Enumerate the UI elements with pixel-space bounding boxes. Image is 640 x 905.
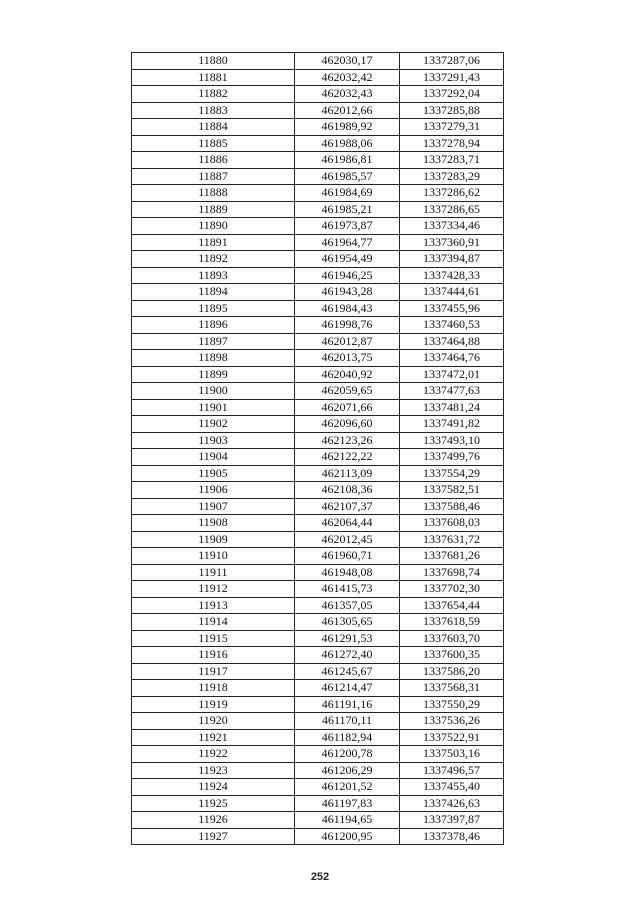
table-row xyxy=(132,779,504,796)
x-coordinate-cell: 461272,40 xyxy=(295,647,400,664)
y-coordinate-cell: 1337360,91 xyxy=(400,234,504,251)
y-coordinate-cell: 1337493,10 xyxy=(400,432,504,449)
table-row xyxy=(132,482,504,499)
x-coordinate-cell: 461960,71 xyxy=(295,548,400,565)
point-number-cell: 11903 xyxy=(132,432,295,449)
x-coordinate-cell: 461973,87 xyxy=(295,218,400,235)
table-row xyxy=(132,102,504,119)
point-number-cell: 11924 xyxy=(132,779,295,796)
x-coordinate-cell: 461964,77 xyxy=(295,234,400,251)
point-number-cell: 11908 xyxy=(132,515,295,532)
table-row xyxy=(132,366,504,383)
table-row xyxy=(132,69,504,86)
x-coordinate-cell: 461291,53 xyxy=(295,630,400,647)
table-row xyxy=(132,614,504,631)
point-number-cell: 11912 xyxy=(132,581,295,598)
y-coordinate-cell: 1337503,16 xyxy=(400,746,504,763)
y-coordinate-cell: 1337428,33 xyxy=(400,267,504,284)
y-coordinate-cell: 1337568,31 xyxy=(400,680,504,697)
y-coordinate-cell: 1337283,71 xyxy=(400,152,504,169)
point-number-cell: 11895 xyxy=(132,300,295,317)
table-row xyxy=(132,53,504,70)
x-coordinate-cell: 461197,83 xyxy=(295,795,400,812)
table-row xyxy=(132,333,504,350)
point-number-cell: 11910 xyxy=(132,548,295,565)
x-coordinate-cell: 461201,52 xyxy=(295,779,400,796)
table-row xyxy=(132,86,504,103)
table-row xyxy=(132,746,504,763)
table-row xyxy=(132,416,504,433)
point-number-cell: 11891 xyxy=(132,234,295,251)
y-coordinate-cell: 1337588,46 xyxy=(400,498,504,515)
y-coordinate-cell: 1337477,63 xyxy=(400,383,504,400)
table-row xyxy=(132,465,504,482)
x-coordinate-cell: 462122,22 xyxy=(295,449,400,466)
x-coordinate-cell: 461985,57 xyxy=(295,168,400,185)
x-coordinate-cell: 461170,11 xyxy=(295,713,400,730)
table-row xyxy=(132,449,504,466)
table-row xyxy=(132,267,504,284)
x-coordinate-cell: 461357,05 xyxy=(295,597,400,614)
y-coordinate-cell: 1337286,65 xyxy=(400,201,504,218)
x-coordinate-cell: 461988,06 xyxy=(295,135,400,152)
table-row xyxy=(132,564,504,581)
y-coordinate-cell: 1337698,74 xyxy=(400,564,504,581)
table-row xyxy=(132,218,504,235)
point-number-cell: 11915 xyxy=(132,630,295,647)
y-coordinate-cell: 1337600,35 xyxy=(400,647,504,664)
y-coordinate-cell: 1337491,82 xyxy=(400,416,504,433)
table-row xyxy=(132,234,504,251)
x-coordinate-cell: 462064,44 xyxy=(295,515,400,532)
point-number-cell: 11887 xyxy=(132,168,295,185)
x-coordinate-cell: 462108,36 xyxy=(295,482,400,499)
point-number-cell: 11901 xyxy=(132,399,295,416)
x-coordinate-cell: 461998,76 xyxy=(295,317,400,334)
table-row xyxy=(132,696,504,713)
point-number-cell: 11925 xyxy=(132,795,295,812)
table-row xyxy=(132,680,504,697)
y-coordinate-cell: 1337631,72 xyxy=(400,531,504,548)
x-coordinate-cell: 462032,42 xyxy=(295,69,400,86)
y-coordinate-cell: 1337287,06 xyxy=(400,53,504,70)
table-row xyxy=(132,168,504,185)
y-coordinate-cell: 1337702,30 xyxy=(400,581,504,598)
y-coordinate-cell: 1337378,46 xyxy=(400,828,504,845)
table-row xyxy=(132,284,504,301)
x-coordinate-cell: 462123,26 xyxy=(295,432,400,449)
y-coordinate-cell: 1337394,87 xyxy=(400,251,504,268)
table-row xyxy=(132,515,504,532)
table-row xyxy=(132,663,504,680)
point-number-cell: 11911 xyxy=(132,564,295,581)
table-row xyxy=(132,350,504,367)
point-number-cell: 11881 xyxy=(132,69,295,86)
x-coordinate-cell: 461191,16 xyxy=(295,696,400,713)
table-row xyxy=(132,762,504,779)
x-coordinate-cell: 461200,95 xyxy=(295,828,400,845)
x-coordinate-cell: 462040,92 xyxy=(295,366,400,383)
x-coordinate-cell: 462013,75 xyxy=(295,350,400,367)
x-coordinate-cell: 461954,49 xyxy=(295,251,400,268)
y-coordinate-cell: 1337279,31 xyxy=(400,119,504,136)
point-number-cell: 11885 xyxy=(132,135,295,152)
y-coordinate-cell: 1337464,76 xyxy=(400,350,504,367)
x-coordinate-cell: 462012,87 xyxy=(295,333,400,350)
x-coordinate-cell: 462032,43 xyxy=(295,86,400,103)
point-number-cell: 11886 xyxy=(132,152,295,169)
point-number-cell: 11889 xyxy=(132,201,295,218)
y-coordinate-cell: 1337292,04 xyxy=(400,86,504,103)
point-number-cell: 11906 xyxy=(132,482,295,499)
table-row xyxy=(132,432,504,449)
table-row xyxy=(132,251,504,268)
point-number-cell: 11896 xyxy=(132,317,295,334)
point-number-cell: 11902 xyxy=(132,416,295,433)
table-row xyxy=(132,399,504,416)
table-row xyxy=(132,630,504,647)
y-coordinate-cell: 1337426,63 xyxy=(400,795,504,812)
y-coordinate-cell: 1337464,88 xyxy=(400,333,504,350)
y-coordinate-cell: 1337586,20 xyxy=(400,663,504,680)
x-coordinate-cell: 461984,43 xyxy=(295,300,400,317)
y-coordinate-cell: 1337285,88 xyxy=(400,102,504,119)
point-number-cell: 11920 xyxy=(132,713,295,730)
x-coordinate-cell: 461989,92 xyxy=(295,119,400,136)
point-number-cell: 11880 xyxy=(132,53,295,70)
y-coordinate-cell: 1337608,03 xyxy=(400,515,504,532)
x-coordinate-cell: 461214,47 xyxy=(295,680,400,697)
table-row xyxy=(132,597,504,614)
y-coordinate-cell: 1337334,46 xyxy=(400,218,504,235)
point-number-cell: 11917 xyxy=(132,663,295,680)
coordinates-table-body xyxy=(132,53,504,845)
y-coordinate-cell: 1337603,70 xyxy=(400,630,504,647)
y-coordinate-cell: 1337536,26 xyxy=(400,713,504,730)
table-row xyxy=(132,795,504,812)
x-coordinate-cell: 461305,65 xyxy=(295,614,400,631)
point-number-cell: 11926 xyxy=(132,812,295,829)
point-number-cell: 11882 xyxy=(132,86,295,103)
y-coordinate-cell: 1337496,57 xyxy=(400,762,504,779)
y-coordinate-cell: 1337286,62 xyxy=(400,185,504,202)
y-coordinate-cell: 1337455,40 xyxy=(400,779,504,796)
page-number: 252 xyxy=(310,871,330,883)
table-row xyxy=(132,152,504,169)
y-coordinate-cell: 1337444,61 xyxy=(400,284,504,301)
x-coordinate-cell: 462030,17 xyxy=(295,53,400,70)
table-row xyxy=(132,383,504,400)
y-coordinate-cell: 1337681,26 xyxy=(400,548,504,565)
table-row xyxy=(132,812,504,829)
point-number-cell: 11927 xyxy=(132,828,295,845)
point-number-cell: 11894 xyxy=(132,284,295,301)
y-coordinate-cell: 1337291,43 xyxy=(400,69,504,86)
point-number-cell: 11883 xyxy=(132,102,295,119)
point-number-cell: 11919 xyxy=(132,696,295,713)
table-row xyxy=(132,185,504,202)
y-coordinate-cell: 1337499,76 xyxy=(400,449,504,466)
y-coordinate-cell: 1337522,91 xyxy=(400,729,504,746)
point-number-cell: 11899 xyxy=(132,366,295,383)
table-row xyxy=(132,581,504,598)
table-row xyxy=(132,729,504,746)
point-number-cell: 11921 xyxy=(132,729,295,746)
x-coordinate-cell: 462012,66 xyxy=(295,102,400,119)
point-number-cell: 11893 xyxy=(132,267,295,284)
point-number-cell: 11900 xyxy=(132,383,295,400)
point-number-cell: 11916 xyxy=(132,647,295,664)
x-coordinate-cell: 462113,09 xyxy=(295,465,400,482)
table-row xyxy=(132,317,504,334)
point-number-cell: 11897 xyxy=(132,333,295,350)
y-coordinate-cell: 1337397,87 xyxy=(400,812,504,829)
x-coordinate-cell: 462059,65 xyxy=(295,383,400,400)
x-coordinate-cell: 462071,66 xyxy=(295,399,400,416)
table-row xyxy=(132,300,504,317)
x-coordinate-cell: 461245,67 xyxy=(295,663,400,680)
y-coordinate-cell: 1337550,29 xyxy=(400,696,504,713)
point-number-cell: 11892 xyxy=(132,251,295,268)
coordinates-table xyxy=(131,52,504,845)
table-row xyxy=(132,828,504,845)
table-row xyxy=(132,548,504,565)
point-number-cell: 11923 xyxy=(132,762,295,779)
y-coordinate-cell: 1337554,29 xyxy=(400,465,504,482)
x-coordinate-cell: 461200,78 xyxy=(295,746,400,763)
point-number-cell: 11884 xyxy=(132,119,295,136)
y-coordinate-cell: 1337654,44 xyxy=(400,597,504,614)
point-number-cell: 11909 xyxy=(132,531,295,548)
x-coordinate-cell: 461986,81 xyxy=(295,152,400,169)
table-row xyxy=(132,498,504,515)
point-number-cell: 11918 xyxy=(132,680,295,697)
y-coordinate-cell: 1337460,53 xyxy=(400,317,504,334)
x-coordinate-cell: 461206,29 xyxy=(295,762,400,779)
x-coordinate-cell: 461946,25 xyxy=(295,267,400,284)
table-row xyxy=(132,647,504,664)
point-number-cell: 11904 xyxy=(132,449,295,466)
point-number-cell: 11905 xyxy=(132,465,295,482)
x-coordinate-cell: 462012,45 xyxy=(295,531,400,548)
x-coordinate-cell: 461415,73 xyxy=(295,581,400,598)
table-row xyxy=(132,135,504,152)
y-coordinate-cell: 1337582,51 xyxy=(400,482,504,499)
point-number-cell: 11913 xyxy=(132,597,295,614)
point-number-cell: 11888 xyxy=(132,185,295,202)
y-coordinate-cell: 1337283,29 xyxy=(400,168,504,185)
point-number-cell: 11898 xyxy=(132,350,295,367)
table-row xyxy=(132,531,504,548)
point-number-cell: 11914 xyxy=(132,614,295,631)
x-coordinate-cell: 462107,37 xyxy=(295,498,400,515)
table-row xyxy=(132,713,504,730)
point-number-cell: 11890 xyxy=(132,218,295,235)
point-number-cell: 11907 xyxy=(132,498,295,515)
x-coordinate-cell: 461943,28 xyxy=(295,284,400,301)
y-coordinate-cell: 1337618,59 xyxy=(400,614,504,631)
table-row xyxy=(132,201,504,218)
y-coordinate-cell: 1337481,24 xyxy=(400,399,504,416)
y-coordinate-cell: 1337472,01 xyxy=(400,366,504,383)
x-coordinate-cell: 461984,69 xyxy=(295,185,400,202)
y-coordinate-cell: 1337455,96 xyxy=(400,300,504,317)
x-coordinate-cell: 462096,60 xyxy=(295,416,400,433)
y-coordinate-cell: 1337278,94 xyxy=(400,135,504,152)
x-coordinate-cell: 461194,65 xyxy=(295,812,400,829)
point-number-cell: 11922 xyxy=(132,746,295,763)
x-coordinate-cell: 461182,94 xyxy=(295,729,400,746)
x-coordinate-cell: 461985,21 xyxy=(295,201,400,218)
table-row xyxy=(132,119,504,136)
x-coordinate-cell: 461948,08 xyxy=(295,564,400,581)
